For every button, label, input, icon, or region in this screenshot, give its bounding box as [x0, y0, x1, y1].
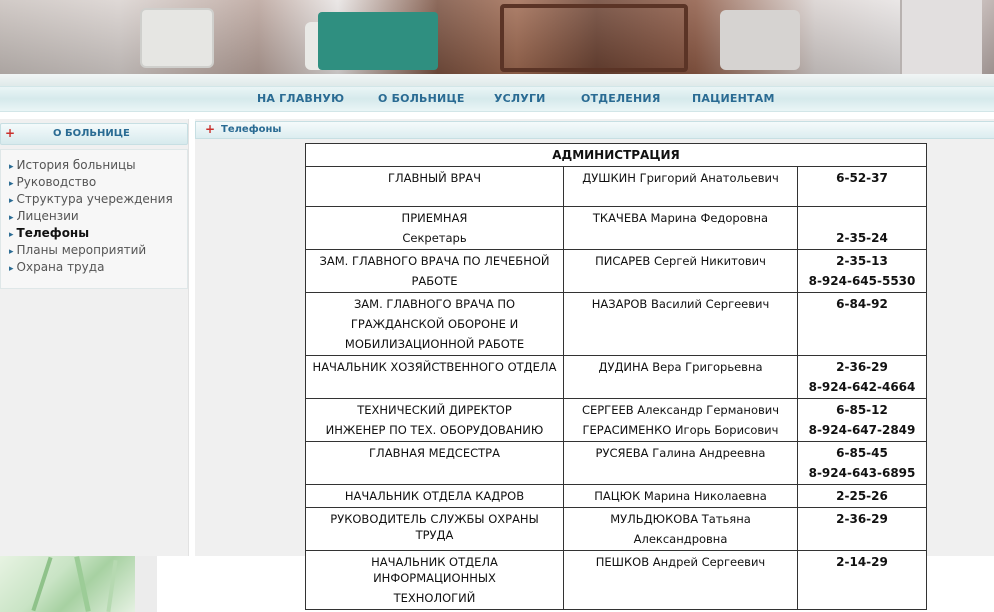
- position-cell: [306, 167, 564, 207]
- phone-cell-line: 2-25-26: [836, 489, 888, 503]
- leaf-shape: [106, 560, 117, 612]
- sidebar-item-label: Планы мероприятий: [16, 243, 147, 257]
- phone-cell: [798, 356, 927, 399]
- position-cell-line: ЗАМ. ГЛАВНОГО ВРАЧА ПО ЛЕЧЕБНОЙ: [319, 254, 550, 268]
- banner-equipment-1: [140, 8, 214, 68]
- name-cell-line: ПИСАРЕВ Сергей Никитович: [595, 254, 766, 268]
- banner-equipment-3: [500, 4, 688, 72]
- bullet-icon: ▸: [9, 179, 14, 189]
- position-cell-line: ИНЖЕНЕР ПО ТЕХ. ОБОРУДОВАНИЮ: [325, 423, 544, 437]
- sidebar-item-label: Руководство: [16, 175, 97, 189]
- table-header: АДМИНИСТРАЦИЯ: [306, 144, 927, 167]
- name-cell-line: ПЕШКОВ Андрей Сергеевич: [595, 555, 766, 569]
- bullet-icon: ▸: [9, 196, 14, 206]
- phone-cell: [798, 508, 927, 551]
- phone-cell-line: 2-35-13: [836, 254, 888, 268]
- position-cell: [306, 207, 564, 250]
- table-row: [306, 508, 927, 551]
- phone-cell-line: 6-85-12: [836, 403, 888, 417]
- bullet-icon: ▸: [9, 213, 14, 223]
- phone-cell: [798, 293, 927, 356]
- position-cell: [306, 250, 564, 293]
- name-cell-line: Александровна: [633, 532, 728, 546]
- position-cell: [306, 508, 564, 551]
- nav-services[interactable]: УСЛУГИ: [494, 92, 546, 105]
- phone-cell: [798, 167, 927, 207]
- phone-cell-line: 2-14-29: [836, 555, 888, 569]
- position-cell-line: РУКОВОДИТЕЛЬ СЛУЖБЫ ОХРАНЫ ТРУДА: [330, 512, 539, 542]
- footer-gray-bar: [135, 556, 157, 612]
- name-cell-line: НАЗАРОВ Василий Сергеевич: [591, 297, 770, 311]
- name-cell: [564, 508, 798, 551]
- bullet-icon: ▸: [9, 264, 14, 274]
- position-cell-line: ГЛАВНАЯ МЕДСЕСТРА: [369, 446, 500, 460]
- sidebar-item-plans[interactable]: [9, 243, 146, 257]
- name-cell: [564, 485, 798, 508]
- plant-decoration: [0, 556, 135, 612]
- table-row: [306, 207, 927, 250]
- position-cell-line: ЗАМ. ГЛАВНОГО ВРАЧА ПО: [353, 297, 516, 311]
- position-cell-line: НАЧАЛЬНИК ОТДЕЛА КАДРОВ: [344, 489, 525, 503]
- table-row: [306, 442, 927, 485]
- name-cell-line: ТКАЧЕВА Марина Федоровна: [592, 211, 769, 225]
- position-cell-line: ТЕХНОЛОГИЙ: [393, 591, 476, 605]
- sidebar-title: О БОЛЬНИЦЕ: [53, 128, 130, 139]
- sidebar-item-label: Охрана труда: [16, 260, 105, 274]
- name-cell: [564, 399, 798, 442]
- plus-icon: +: [5, 126, 16, 140]
- name-cell-line: ГЕРАСИМЕНКО Игорь Борисович: [582, 423, 779, 437]
- phone-cell-line: 8-924-642-4664: [808, 380, 916, 394]
- bullet-icon: ▸: [9, 230, 14, 240]
- breadcrumb: [195, 121, 994, 139]
- position-cell-line: ПРИЕМНАЯ: [401, 211, 468, 225]
- plus-icon: +: [205, 122, 216, 136]
- position-cell-line: ГРАЖДАНСКОЙ ОБОРОНЕ И: [350, 317, 519, 331]
- sidebar-header[interactable]: [0, 123, 188, 145]
- position-cell: [306, 399, 564, 442]
- name-cell-line: МУЛЬДЮКОВА Татьяна: [610, 512, 751, 526]
- header-banner: [0, 0, 994, 74]
- position-cell-line: РАБОТЕ: [411, 274, 458, 288]
- phone-cell-line: 2-36-29: [836, 360, 888, 374]
- top-nav: [0, 86, 994, 112]
- position-cell-line: НАЧАЛЬНИК ХОЗЯЙСТВЕННОГО ОТДЕЛА: [312, 360, 557, 374]
- banner-treadmill: [318, 12, 438, 70]
- phone-cell-line: 8-924-647-2849: [808, 423, 916, 437]
- position-cell-line: ТЕХНИЧЕСКИЙ ДИРЕКТОР: [357, 403, 512, 417]
- sidebar-item-labor-safety[interactable]: [9, 260, 104, 274]
- phone-cell-line: 8-924-643-6895: [808, 466, 916, 480]
- nav-patients[interactable]: ПАЦИЕНТАМ: [692, 92, 775, 105]
- position-cell: [306, 485, 564, 508]
- phones-table: [305, 143, 927, 610]
- breadcrumb-label: Телефоны: [221, 124, 282, 135]
- sidebar-item-label: Лицензии: [16, 209, 79, 223]
- banner-equipment-4: [720, 10, 800, 70]
- sidebar-menu: [0, 149, 188, 289]
- name-cell: [564, 207, 798, 250]
- sidebar: [0, 119, 189, 556]
- name-cell-line: ДУДИНА Вера Григорьевна: [598, 360, 763, 374]
- name-cell-line: ДУШКИН Григорий Анатольевич: [582, 171, 779, 185]
- banner-equipment-5: [900, 0, 982, 74]
- name-cell-line: ПАЦЮК Марина Николаевна: [594, 489, 767, 503]
- position-cell: [306, 293, 564, 356]
- leaf-shape: [74, 556, 91, 612]
- name-cell: [564, 551, 798, 610]
- name-cell-line: РУСЯЕВА Галина Андреевна: [595, 446, 766, 460]
- phone-cell: [798, 207, 927, 250]
- bullet-icon: ▸: [9, 247, 14, 257]
- name-cell: [564, 250, 798, 293]
- position-cell: [306, 442, 564, 485]
- phone-cell-line: 2-35-24: [836, 231, 888, 245]
- position-cell-line: МОБИЛИЗАЦИОННОЙ РАБОТЕ: [344, 337, 525, 351]
- sidebar-item-label: История больницы: [16, 158, 136, 172]
- phone-cell: [798, 551, 927, 610]
- table-row: [306, 551, 927, 610]
- leaf-shape: [31, 557, 52, 611]
- phone-cell-line: 6-52-37: [836, 171, 888, 185]
- phone-cell-line: 6-85-45: [836, 446, 888, 460]
- sidebar-item-phones[interactable]: [9, 226, 89, 240]
- name-cell: [564, 293, 798, 356]
- position-cell-line: НАЧАЛЬНИК ОТДЕЛА ИНФОРМАЦИОННЫХ: [371, 555, 498, 585]
- table-row: [306, 167, 927, 207]
- phone-cell-line: [802, 210, 922, 226]
- name-cell-line: СЕРГЕЕВ Александр Германович: [581, 403, 780, 417]
- table-row: [306, 250, 927, 293]
- table-header-row: [306, 144, 927, 167]
- table-row: [306, 399, 927, 442]
- sidebar-item-label: Телефоны: [16, 226, 90, 240]
- banner-strip: [0, 74, 994, 86]
- table-row: [306, 485, 927, 508]
- position-cell-line: ГЛАВНЫЙ ВРАЧ: [387, 171, 482, 185]
- nav-home[interactable]: НА ГЛАВНУЮ: [257, 92, 345, 105]
- phone-cell-line: 2-36-29: [836, 512, 888, 526]
- table-row: [306, 293, 927, 356]
- bullet-icon: ▸: [9, 162, 14, 172]
- name-cell: [564, 167, 798, 207]
- phone-cell: [798, 399, 927, 442]
- sidebar-item-label: Структура учереждения: [16, 192, 173, 206]
- phone-cell: [798, 250, 927, 293]
- position-cell-line: Секретарь: [402, 231, 467, 245]
- nav-about[interactable]: О БОЛЬНИЦЕ: [378, 92, 465, 105]
- position-cell: [306, 551, 564, 610]
- sidebar-item-licenses[interactable]: [9, 209, 79, 223]
- nav-departments[interactable]: ОТДЕЛЕНИЯ: [581, 92, 661, 105]
- position-cell: [306, 356, 564, 399]
- sidebar-item-structure[interactable]: [9, 192, 173, 206]
- table-row: [306, 356, 927, 399]
- phone-cell-line: 6-84-92: [836, 297, 888, 311]
- phone-cell-line: 8-924-645-5530: [808, 274, 916, 288]
- sidebar-item-management[interactable]: [9, 175, 96, 189]
- phone-cell: [798, 442, 927, 485]
- name-cell: [564, 442, 798, 485]
- sidebar-item-history[interactable]: [9, 158, 136, 172]
- name-cell: [564, 356, 798, 399]
- phone-cell: [798, 485, 927, 508]
